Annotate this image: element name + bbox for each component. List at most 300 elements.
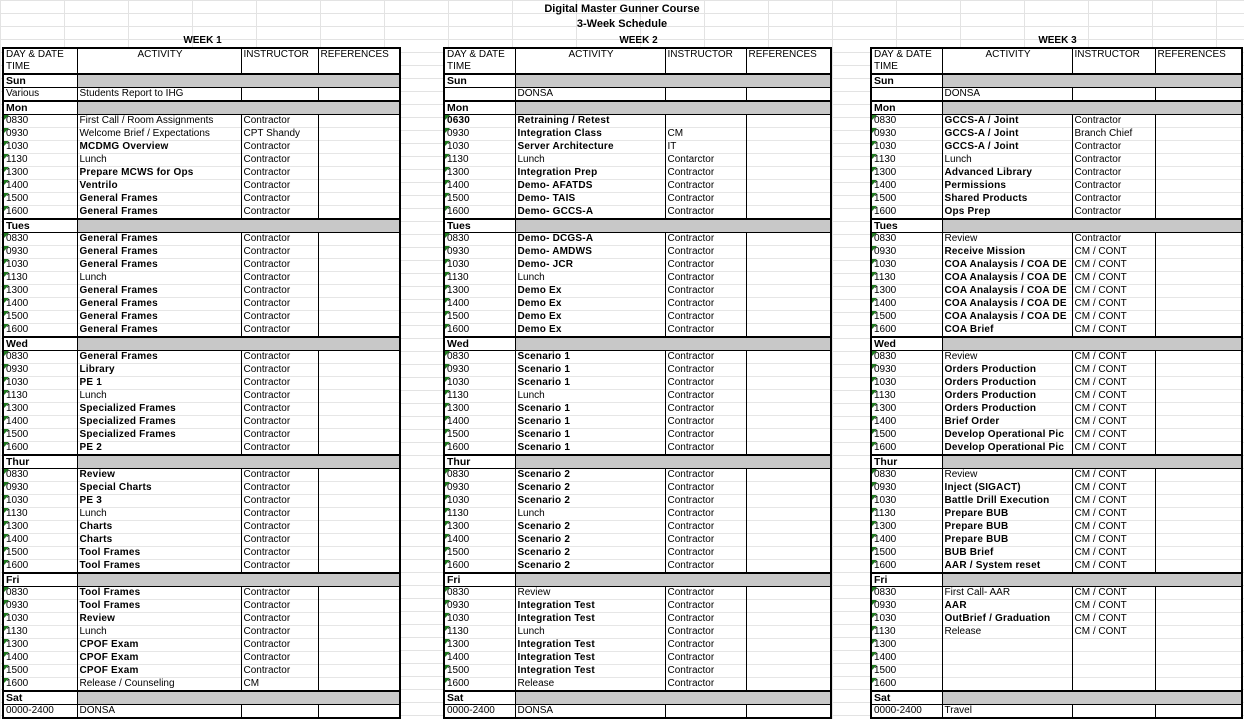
- references-cell[interactable]: [746, 390, 831, 403]
- references-cell[interactable]: [1155, 600, 1242, 613]
- activity-cell[interactable]: First Call- AAR: [942, 587, 1072, 600]
- time-cell[interactable]: 0000-2400: [871, 705, 942, 719]
- time-cell[interactable]: 1600: [871, 206, 942, 220]
- references-cell[interactable]: [746, 600, 831, 613]
- references-cell[interactable]: [318, 128, 400, 141]
- activity-cell[interactable]: Specialized Frames: [77, 403, 241, 416]
- activity-cell[interactable]: Integration Prep: [515, 167, 665, 180]
- activity-cell[interactable]: Release / Counseling: [77, 678, 241, 692]
- activity-cell[interactable]: Permissions: [942, 180, 1072, 193]
- time-cell[interactable]: 1500: [3, 193, 77, 206]
- instructor-cell[interactable]: Contractor: [241, 613, 318, 626]
- activity-cell[interactable]: Integration Class: [515, 128, 665, 141]
- references-cell[interactable]: [318, 285, 400, 298]
- references-cell[interactable]: [1155, 442, 1242, 456]
- day-name[interactable]: Fri: [871, 573, 942, 587]
- day-shade[interactable]: [77, 337, 400, 351]
- time-cell[interactable]: 1300: [871, 403, 942, 416]
- time-cell[interactable]: 0000-2400: [444, 705, 515, 719]
- activity-cell[interactable]: Specialized Frames: [77, 416, 241, 429]
- activity-cell[interactable]: Lunch: [515, 154, 665, 167]
- activity-cell[interactable]: Review: [515, 587, 665, 600]
- references-cell[interactable]: [318, 324, 400, 338]
- time-cell[interactable]: 1030: [3, 141, 77, 154]
- time-cell[interactable]: 0930: [871, 482, 942, 495]
- activity-cell[interactable]: Scenario 2: [515, 482, 665, 495]
- day-shade[interactable]: [77, 455, 400, 469]
- header-day-date[interactable]: DAY & DATE: [3, 48, 77, 61]
- time-cell[interactable]: 0000-2400: [3, 705, 77, 719]
- time-cell[interactable]: 1130: [444, 272, 515, 285]
- time-cell[interactable]: 1300: [444, 639, 515, 652]
- header-time[interactable]: TIME: [444, 61, 515, 74]
- instructor-cell[interactable]: Contractor: [665, 508, 746, 521]
- day-shade[interactable]: [515, 101, 831, 115]
- activity-cell[interactable]: Lunch: [515, 272, 665, 285]
- time-cell[interactable]: 1600: [444, 678, 515, 692]
- time-cell[interactable]: 0930: [871, 364, 942, 377]
- time-cell[interactable]: 1600: [3, 678, 77, 692]
- references-cell[interactable]: [746, 482, 831, 495]
- instructor-cell[interactable]: Contractor: [241, 639, 318, 652]
- activity-cell[interactable]: Prepare BUB: [942, 521, 1072, 534]
- activity-cell[interactable]: Orders Production: [942, 377, 1072, 390]
- instructor-cell[interactable]: [1072, 652, 1155, 665]
- activity-cell[interactable]: AAR: [942, 600, 1072, 613]
- activity-cell[interactable]: Orders Production: [942, 364, 1072, 377]
- instructor-cell[interactable]: Contractor: [1072, 180, 1155, 193]
- header-instructor[interactable]: INSTRUCTOR: [241, 48, 318, 61]
- activity-cell[interactable]: Demo Ex: [515, 324, 665, 338]
- activity-cell[interactable]: Lunch: [77, 154, 241, 167]
- instructor-cell[interactable]: IT: [665, 141, 746, 154]
- references-cell[interactable]: [746, 469, 831, 482]
- references-cell[interactable]: [318, 639, 400, 652]
- instructor-cell[interactable]: CM / CONT: [1072, 521, 1155, 534]
- day-shade[interactable]: [942, 455, 1242, 469]
- references-cell[interactable]: [746, 246, 831, 259]
- instructor-cell[interactable]: Contractor: [665, 351, 746, 364]
- instructor-cell[interactable]: Contarctor: [665, 154, 746, 167]
- references-cell[interactable]: [1155, 311, 1242, 324]
- activity-cell[interactable]: Orders Production: [942, 403, 1072, 416]
- time-cell[interactable]: 1300: [444, 403, 515, 416]
- references-cell[interactable]: [1155, 246, 1242, 259]
- references-cell[interactable]: [746, 560, 831, 574]
- instructor-cell[interactable]: Contractor: [241, 180, 318, 193]
- references-cell[interactable]: [746, 377, 831, 390]
- instructor-cell[interactable]: Contractor: [665, 285, 746, 298]
- instructor-cell[interactable]: Contractor: [1072, 233, 1155, 246]
- time-cell[interactable]: 1500: [3, 429, 77, 442]
- time-cell[interactable]: 0830: [444, 233, 515, 246]
- instructor-cell[interactable]: Contractor: [665, 665, 746, 678]
- references-cell[interactable]: [1155, 652, 1242, 665]
- references-cell[interactable]: [746, 311, 831, 324]
- time-cell[interactable]: 1130: [444, 508, 515, 521]
- time-cell[interactable]: [871, 88, 942, 102]
- time-cell[interactable]: 1300: [3, 639, 77, 652]
- instructor-cell[interactable]: Contractor: [665, 442, 746, 456]
- day-name[interactable]: Sat: [444, 691, 515, 705]
- instructor-cell[interactable]: Contractor: [241, 298, 318, 311]
- header-day-date[interactable]: DAY & DATE: [444, 48, 515, 61]
- time-cell[interactable]: 1600: [3, 560, 77, 574]
- instructor-cell[interactable]: Contractor: [665, 272, 746, 285]
- activity-cell[interactable]: Scenario 1: [515, 377, 665, 390]
- instructor-cell[interactable]: Contractor: [241, 141, 318, 154]
- activity-cell[interactable]: [942, 665, 1072, 678]
- time-cell[interactable]: 1030: [871, 141, 942, 154]
- instructor-cell[interactable]: [1072, 88, 1155, 102]
- header-blank[interactable]: [746, 61, 831, 74]
- time-cell[interactable]: 0930: [444, 600, 515, 613]
- references-cell[interactable]: [746, 364, 831, 377]
- references-cell[interactable]: [1155, 626, 1242, 639]
- references-cell[interactable]: [1155, 547, 1242, 560]
- instructor-cell[interactable]: Contractor: [665, 180, 746, 193]
- instructor-cell[interactable]: Contractor: [241, 324, 318, 338]
- activity-cell[interactable]: Scenario 2: [515, 547, 665, 560]
- activity-cell[interactable]: General Frames: [77, 246, 241, 259]
- instructor-cell[interactable]: Contractor: [665, 390, 746, 403]
- instructor-cell[interactable]: Contractor: [241, 534, 318, 547]
- instructor-cell[interactable]: CM / CONT: [1072, 469, 1155, 482]
- instructor-cell[interactable]: Contractor: [241, 259, 318, 272]
- instructor-cell[interactable]: CM / CONT: [1072, 547, 1155, 560]
- day-shade[interactable]: [515, 573, 831, 587]
- activity-cell[interactable]: Review: [77, 613, 241, 626]
- instructor-cell[interactable]: Contractor: [665, 416, 746, 429]
- references-cell[interactable]: [746, 534, 831, 547]
- references-cell[interactable]: [1155, 390, 1242, 403]
- activity-cell[interactable]: [942, 678, 1072, 692]
- references-cell[interactable]: [746, 665, 831, 678]
- instructor-cell[interactable]: [241, 88, 318, 102]
- references-cell[interactable]: [1155, 678, 1242, 692]
- header-day-date[interactable]: DAY & DATE: [871, 48, 942, 61]
- references-cell[interactable]: [746, 626, 831, 639]
- references-cell[interactable]: [1155, 469, 1242, 482]
- time-cell[interactable]: [444, 88, 515, 102]
- time-cell[interactable]: 0930: [444, 482, 515, 495]
- activity-cell[interactable]: Scenario 2: [515, 521, 665, 534]
- activity-cell[interactable]: Integration Test: [515, 613, 665, 626]
- time-cell[interactable]: 0830: [3, 233, 77, 246]
- activity-cell[interactable]: Integration Test: [515, 639, 665, 652]
- activity-cell[interactable]: CPOF Exam: [77, 665, 241, 678]
- activity-cell[interactable]: COA Analaysis / COA DE: [942, 272, 1072, 285]
- instructor-cell[interactable]: Contractor: [665, 521, 746, 534]
- activity-cell[interactable]: Release: [515, 678, 665, 692]
- time-cell[interactable]: 1600: [444, 442, 515, 456]
- activity-cell[interactable]: Integration Test: [515, 600, 665, 613]
- references-cell[interactable]: [318, 495, 400, 508]
- references-cell[interactable]: [1155, 613, 1242, 626]
- activity-cell[interactable]: Lunch: [942, 154, 1072, 167]
- time-cell[interactable]: 1030: [444, 495, 515, 508]
- time-cell[interactable]: 1400: [871, 652, 942, 665]
- references-cell[interactable]: [746, 587, 831, 600]
- instructor-cell[interactable]: Contractor: [665, 587, 746, 600]
- time-cell[interactable]: 1130: [871, 508, 942, 521]
- time-cell[interactable]: 0830: [871, 115, 942, 128]
- instructor-cell[interactable]: Contractor: [665, 233, 746, 246]
- time-cell[interactable]: 1030: [871, 613, 942, 626]
- time-cell[interactable]: 1030: [871, 377, 942, 390]
- instructor-cell[interactable]: Contractor: [1072, 206, 1155, 220]
- references-cell[interactable]: [318, 390, 400, 403]
- references-cell[interactable]: [1155, 508, 1242, 521]
- instructor-cell[interactable]: Contractor: [665, 259, 746, 272]
- references-cell[interactable]: [318, 233, 400, 246]
- activity-cell[interactable]: Lunch: [515, 508, 665, 521]
- activity-cell[interactable]: Develop Operational Pic: [942, 442, 1072, 456]
- references-cell[interactable]: [318, 534, 400, 547]
- activity-cell[interactable]: General Frames: [77, 298, 241, 311]
- instructor-cell[interactable]: CM / CONT: [1072, 311, 1155, 324]
- activity-cell[interactable]: Travel: [942, 705, 1072, 719]
- activity-cell[interactable]: Prepare BUB: [942, 534, 1072, 547]
- instructor-cell[interactable]: Contractor: [665, 678, 746, 692]
- activity-cell[interactable]: Lunch: [515, 390, 665, 403]
- header-activity[interactable]: ACTIVITY: [942, 48, 1072, 61]
- time-cell[interactable]: 1130: [871, 390, 942, 403]
- activity-cell[interactable]: General Frames: [77, 324, 241, 338]
- day-name[interactable]: Tues: [444, 219, 515, 233]
- references-cell[interactable]: [746, 351, 831, 364]
- time-cell[interactable]: 1130: [3, 508, 77, 521]
- references-cell[interactable]: [746, 115, 831, 128]
- activity-cell[interactable]: General Frames: [77, 193, 241, 206]
- references-cell[interactable]: [1155, 88, 1242, 102]
- time-cell[interactable]: 1030: [444, 141, 515, 154]
- instructor-cell[interactable]: CM / CONT: [1072, 495, 1155, 508]
- instructor-cell[interactable]: Contractor: [665, 482, 746, 495]
- time-cell[interactable]: 0930: [444, 364, 515, 377]
- instructor-cell[interactable]: Contractor: [665, 167, 746, 180]
- day-shade[interactable]: [942, 74, 1242, 88]
- time-cell[interactable]: 1030: [444, 377, 515, 390]
- instructor-cell[interactable]: CM / CONT: [1072, 272, 1155, 285]
- references-cell[interactable]: [1155, 206, 1242, 220]
- time-cell[interactable]: 1400: [3, 180, 77, 193]
- activity-cell[interactable]: First Call / Room Assignments: [77, 115, 241, 128]
- instructor-cell[interactable]: Contractor: [665, 534, 746, 547]
- day-name[interactable]: Thur: [444, 455, 515, 469]
- instructor-cell[interactable]: Contractor: [241, 429, 318, 442]
- instructor-cell[interactable]: Contractor: [1072, 141, 1155, 154]
- references-cell[interactable]: [1155, 351, 1242, 364]
- instructor-cell[interactable]: Contractor: [665, 495, 746, 508]
- activity-cell[interactable]: Demo Ex: [515, 311, 665, 324]
- time-cell[interactable]: 1500: [444, 193, 515, 206]
- activity-cell[interactable]: Tool Frames: [77, 587, 241, 600]
- references-cell[interactable]: [318, 416, 400, 429]
- references-cell[interactable]: [318, 272, 400, 285]
- references-cell[interactable]: [746, 403, 831, 416]
- instructor-cell[interactable]: Contractor: [1072, 167, 1155, 180]
- activity-cell[interactable]: Advanced Library: [942, 167, 1072, 180]
- activity-cell[interactable]: PE 1: [77, 377, 241, 390]
- time-cell[interactable]: 1030: [3, 613, 77, 626]
- time-cell[interactable]: 1600: [3, 442, 77, 456]
- references-cell[interactable]: [746, 416, 831, 429]
- time-cell[interactable]: 1030: [871, 495, 942, 508]
- time-cell[interactable]: 1130: [3, 390, 77, 403]
- activity-cell[interactable]: COA Analaysis / COA DE: [942, 298, 1072, 311]
- instructor-cell[interactable]: CM / CONT: [1072, 324, 1155, 338]
- activity-cell[interactable]: BUB Brief: [942, 547, 1072, 560]
- references-cell[interactable]: [318, 652, 400, 665]
- activity-cell[interactable]: Welcome Brief / Expectations: [77, 128, 241, 141]
- day-name[interactable]: Thur: [871, 455, 942, 469]
- time-cell[interactable]: 1400: [871, 180, 942, 193]
- time-cell[interactable]: 1600: [444, 206, 515, 220]
- activity-cell[interactable]: General Frames: [77, 311, 241, 324]
- header-references[interactable]: REFERENCES: [1155, 48, 1242, 61]
- time-cell[interactable]: 1500: [871, 665, 942, 678]
- references-cell[interactable]: [746, 88, 831, 102]
- references-cell[interactable]: [318, 115, 400, 128]
- references-cell[interactable]: [318, 154, 400, 167]
- references-cell[interactable]: [746, 429, 831, 442]
- instructor-cell[interactable]: Contractor: [665, 469, 746, 482]
- instructor-cell[interactable]: Contractor: [665, 652, 746, 665]
- references-cell[interactable]: [318, 626, 400, 639]
- day-shade[interactable]: [77, 573, 400, 587]
- activity-cell[interactable]: DONSA: [515, 88, 665, 102]
- references-cell[interactable]: [1155, 377, 1242, 390]
- day-shade[interactable]: [942, 219, 1242, 233]
- references-cell[interactable]: [1155, 233, 1242, 246]
- time-cell[interactable]: 0630: [444, 115, 515, 128]
- references-cell[interactable]: [1155, 272, 1242, 285]
- time-cell[interactable]: 1400: [871, 298, 942, 311]
- header-blank[interactable]: [665, 61, 746, 74]
- instructor-cell[interactable]: Contractor: [665, 377, 746, 390]
- day-shade[interactable]: [942, 691, 1242, 705]
- instructor-cell[interactable]: Contractor: [241, 482, 318, 495]
- day-shade[interactable]: [942, 573, 1242, 587]
- references-cell[interactable]: [318, 193, 400, 206]
- time-cell[interactable]: 0930: [871, 246, 942, 259]
- day-name[interactable]: Fri: [444, 573, 515, 587]
- instructor-cell[interactable]: Contractor: [241, 233, 318, 246]
- instructor-cell[interactable]: Contractor: [241, 390, 318, 403]
- activity-cell[interactable]: General Frames: [77, 285, 241, 298]
- time-cell[interactable]: 1400: [444, 534, 515, 547]
- references-cell[interactable]: [746, 193, 831, 206]
- activity-cell[interactable]: Scenario 1: [515, 351, 665, 364]
- instructor-cell[interactable]: Contractor: [1072, 115, 1155, 128]
- time-cell[interactable]: 0830: [3, 587, 77, 600]
- day-shade[interactable]: [515, 74, 831, 88]
- activity-cell[interactable]: Ops Prep: [942, 206, 1072, 220]
- instructor-cell[interactable]: Contractor: [665, 324, 746, 338]
- activity-cell[interactable]: CPOF Exam: [77, 652, 241, 665]
- instructor-cell[interactable]: Contractor: [665, 560, 746, 574]
- activity-cell[interactable]: Prepare BUB: [942, 508, 1072, 521]
- time-cell[interactable]: 1500: [444, 429, 515, 442]
- time-cell[interactable]: 1400: [3, 652, 77, 665]
- time-cell[interactable]: 1500: [871, 547, 942, 560]
- instructor-cell[interactable]: [1072, 665, 1155, 678]
- instructor-cell[interactable]: Contractor: [1072, 154, 1155, 167]
- time-cell[interactable]: 0830: [444, 351, 515, 364]
- time-cell[interactable]: 0830: [3, 351, 77, 364]
- references-cell[interactable]: [1155, 495, 1242, 508]
- day-name[interactable]: Sat: [3, 691, 77, 705]
- instructor-cell[interactable]: Contractor: [241, 495, 318, 508]
- activity-cell[interactable]: [942, 652, 1072, 665]
- instructor-cell[interactable]: Contractor: [241, 521, 318, 534]
- day-shade[interactable]: [77, 101, 400, 115]
- time-cell[interactable]: 1500: [444, 547, 515, 560]
- activity-cell[interactable]: Scenario 1: [515, 364, 665, 377]
- time-cell[interactable]: 0830: [3, 115, 77, 128]
- references-cell[interactable]: [1155, 364, 1242, 377]
- instructor-cell[interactable]: Contractor: [665, 298, 746, 311]
- activity-cell[interactable]: Demo- AMDWS: [515, 246, 665, 259]
- activity-cell[interactable]: General Frames: [77, 351, 241, 364]
- instructor-cell[interactable]: Contractor: [665, 429, 746, 442]
- activity-cell[interactable]: Develop Operational Pic: [942, 429, 1072, 442]
- activity-cell[interactable]: Scenario 1: [515, 429, 665, 442]
- instructor-cell[interactable]: Contractor: [241, 351, 318, 364]
- day-shade[interactable]: [515, 219, 831, 233]
- activity-cell[interactable]: COA Brief: [942, 324, 1072, 338]
- day-name[interactable]: Sun: [444, 74, 515, 88]
- references-cell[interactable]: [1155, 193, 1242, 206]
- references-cell[interactable]: [746, 259, 831, 272]
- time-cell[interactable]: 1030: [3, 259, 77, 272]
- activity-cell[interactable]: Demo Ex: [515, 285, 665, 298]
- day-shade[interactable]: [515, 691, 831, 705]
- instructor-cell[interactable]: Contractor: [665, 246, 746, 259]
- references-cell[interactable]: [318, 482, 400, 495]
- header-instructor[interactable]: INSTRUCTOR: [665, 48, 746, 61]
- activity-cell[interactable]: Scenario 1: [515, 442, 665, 456]
- instructor-cell[interactable]: Contractor: [241, 193, 318, 206]
- activity-cell[interactable]: Shared Products: [942, 193, 1072, 206]
- activity-cell[interactable]: PE 3: [77, 495, 241, 508]
- instructor-cell[interactable]: Contractor: [241, 403, 318, 416]
- instructor-cell[interactable]: [665, 705, 746, 719]
- time-cell[interactable]: 1400: [444, 416, 515, 429]
- time-cell[interactable]: 0830: [871, 351, 942, 364]
- references-cell[interactable]: [1155, 298, 1242, 311]
- references-cell[interactable]: [318, 180, 400, 193]
- instructor-cell[interactable]: Contractor: [241, 167, 318, 180]
- instructor-cell[interactable]: CM / CONT: [1072, 259, 1155, 272]
- time-cell[interactable]: 1400: [871, 416, 942, 429]
- time-cell[interactable]: 1030: [871, 259, 942, 272]
- day-name[interactable]: Wed: [871, 337, 942, 351]
- instructor-cell[interactable]: Contractor: [241, 600, 318, 613]
- activity-cell[interactable]: GCCS-A / Joint: [942, 128, 1072, 141]
- instructor-cell[interactable]: Contractor: [241, 154, 318, 167]
- instructor-cell[interactable]: Contractor: [241, 560, 318, 574]
- references-cell[interactable]: [746, 678, 831, 692]
- references-cell[interactable]: [1155, 324, 1242, 338]
- instructor-cell[interactable]: CM / CONT: [1072, 534, 1155, 547]
- references-cell[interactable]: [318, 311, 400, 324]
- time-cell[interactable]: 1600: [871, 442, 942, 456]
- time-cell[interactable]: 0930: [3, 482, 77, 495]
- time-cell[interactable]: 1300: [871, 521, 942, 534]
- activity-cell[interactable]: General Frames: [77, 259, 241, 272]
